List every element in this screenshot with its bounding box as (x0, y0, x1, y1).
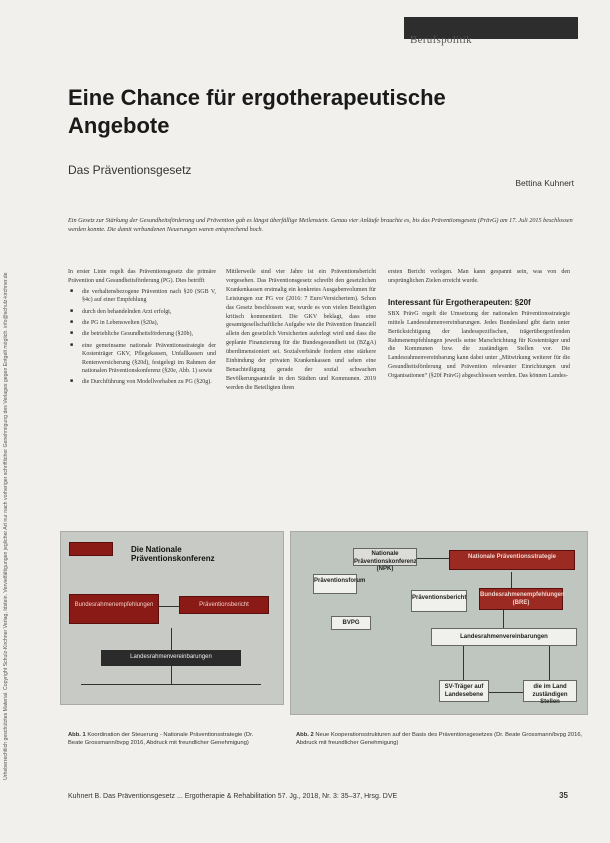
connector-arrow (171, 628, 172, 650)
connector-arrow (171, 666, 172, 684)
connector-arrow (503, 610, 504, 628)
connector-arrow (417, 558, 449, 559)
box-praeventionsforum: Präventionsforum (313, 574, 357, 594)
box-praeventionsbericht: Präventionsbericht (179, 596, 269, 614)
box-praeventionsbericht: Präventionsbericht (411, 590, 467, 612)
box-sv-traeger: SV-Träger auf Landesebene (439, 680, 489, 702)
logo-block (69, 542, 113, 556)
box-bundesrahmenempfehlungen: Bundesrahmenempfehlungen (BRE) (479, 588, 563, 610)
column-3-text: SBX PrävG regelt die Umsetzung der nationalen Präventionsstrategie mittels Landesrahmenvereinbarungen. Jedes Bundesland gibt darin unter Berücksichtigung der landesspezifischen, trägerübergreifenden Rahmenempfehlungen jeweils seine Marschrichtung für Kostenträger und die Kommunen bzw. die zuständigen Stellen vor. Die Landesrahmenvereinbarung kann dabei unter „Mitwirkung weiterer für die Gesundheitsförderung und Prävention relevanter Einrichtungen und Organisationen“ (§20f PrävG) abgeschlossen werden. Das können Landes- (388, 310, 570, 380)
caption-label: Abb. 2 (296, 732, 314, 738)
caption-text: Koordination der Steuerung - Nationale Präventionsstrategie (Dr. Beate Grossmann/bvpg 2016, Abdruck mit freundlicher Genehmigung) (68, 732, 254, 747)
list-item: ■ durch den behandelnden Arzt erfolgt, (68, 308, 216, 316)
column-3-intro: ersten Bericht vorlegen. Man kann gespannt sein, was von den ursprünglichen Zielen erreicht wurde. (388, 269, 570, 284)
caption-label: Abb. 1 (68, 732, 86, 738)
section-label: Berufspolitik (410, 34, 472, 46)
box-bundesrahmenempfehlungen: Bundesrahmenempfehlungen (69, 594, 159, 624)
box-npk: Nationale Präventionskonferenz (NPK) (353, 548, 417, 566)
connector-arrow (81, 684, 261, 685)
caption-text: Neue Kooperationsstrukturen auf der Basis des Präventionsgesetzes (Dr. Beate Grossmann/bvpg 2016, Abdruck mit freundlicher Genehmigung) (296, 732, 583, 747)
figure-1-title: Die Nationale Präventionskonferenz (131, 545, 215, 563)
box-nationale-strategie: Nationale Präventionsstrategie (449, 550, 575, 570)
box-bvpg: BVPG (331, 616, 371, 630)
list-item: ■ die Durchführung von Modellvorhaben zu PG (§20g). (68, 378, 216, 386)
footer-citation: Kuhnert B. Das Präventionsgesetz ... Ergotherapie & Rehabilitation 57. Jg., 2018, Nr. 3: 35–37, Hrsg. DVE (68, 793, 398, 800)
text-column-3 (388, 268, 570, 383)
author-name: Bettina Kuhnert (515, 178, 574, 188)
list-item: ■ eine gemeinsame nationale Präventionsstrategie der Kostenträger GKV, Pflegekassen, Unfallkassen und Rentenversicherung (§20d), festgelegt im Rahmen der nationalen Präventionskonferenz (§20e, Abb. 1) sowie (68, 342, 216, 376)
figure-1-caption (68, 731, 268, 748)
article-abstract: Ein Gesetz zur Stärkung der Gesundheitsförderung und Prävention gab es längst überfällige Meilenstein. Genau vier Anläufe brauchte es, bis das Präventionsgesetz (PrävG) am 17. Juli 2015 beschlossen werden konnte. Die damit verbundenen Neuerungen waren entsprechend hoch. (68, 217, 573, 234)
article-title: Eine Chance für ergotherapeutische Angebote (68, 85, 446, 138)
box-zustaendige-stellen: die im Land zuständigen Stellen (523, 680, 577, 702)
box-landesrahmenvereinbarungen: Landesrahmenvereinbarungen (431, 628, 577, 646)
figure-2 (290, 531, 588, 715)
connector-arrow (463, 646, 464, 680)
list-item: ■ die verhaltensbezogene Prävention nach §20 (SGB V, §4c) auf einer Empfehlung (68, 288, 216, 305)
bullet-list (68, 288, 216, 387)
connector-arrow (511, 572, 512, 588)
column-1-intro: In erster Linie regelt das Präventionsgesetz die primäre Prävention und Gesundheitsförderung (PG). Dies betrifft (68, 269, 216, 284)
text-column-2 (226, 268, 376, 395)
connector-arrow (489, 692, 523, 693)
connector-arrow (549, 646, 550, 680)
list-item: ■ die betriebliche Gesundheitsförderung (§20b), (68, 330, 216, 338)
section-heading: Interessant für Ergotherapeuten: §20f (388, 297, 531, 307)
figure-2-caption (296, 731, 586, 748)
page-number: 35 (559, 791, 568, 800)
figure-1 (60, 531, 284, 705)
column-2-text: Mittlerweile sind vier Jahre ist ein Präventionsbericht vorgesehen. Das Präventionsgesetz schreibt den gesetzlichen Krankenkassen erstmalig ein konkretes Ausgabenvolumen für Leistungen zur PG vor (2016: 7 Euro/Versichertem). Schon das Gesetz beschlossen war, wurde es von vielen Beteiligten kritisch kommentiert. Die GKV beklagt, dass eine gesamtgesellschaftliche Aufgabe wie die Prävention finanziell allein den gesetzlich Versicherten auferlegt wird und dass die geplante Finanzierung für die Bundesgesundheit ist (BZgA) überdimensioniert sei. Sozialverbände fordern eine stärkere Einbindung der privaten Krankenkassen und sehen eine Benachteiligung gerade der sozial schwachen Bevölkerungsanteile in den Städten und Kommunen. 2019 werden die Beteiligten ihren (226, 269, 376, 391)
text-column-1 (68, 268, 216, 390)
copyright-side-note: Urheberrechtlich geschütztes Material. Copyright Schulz-Kirchner Verlag, Idstein. Vervielfältigungen jeglicher Art nur nach vorheriger schriftlicher Genehmigung des Verlages gegen Entgelt möglich. info@schulz-kirchner.de (3, 272, 9, 780)
list-item: ■ die PG in Lebenswelten (§20a), (68, 319, 216, 327)
connector-arrow (159, 606, 179, 607)
article-subtitle: Das Präventionsgesetz (68, 163, 192, 177)
box-landesrahmenvereinbarungen: Landesrahmenvereinbarungen (101, 650, 241, 666)
